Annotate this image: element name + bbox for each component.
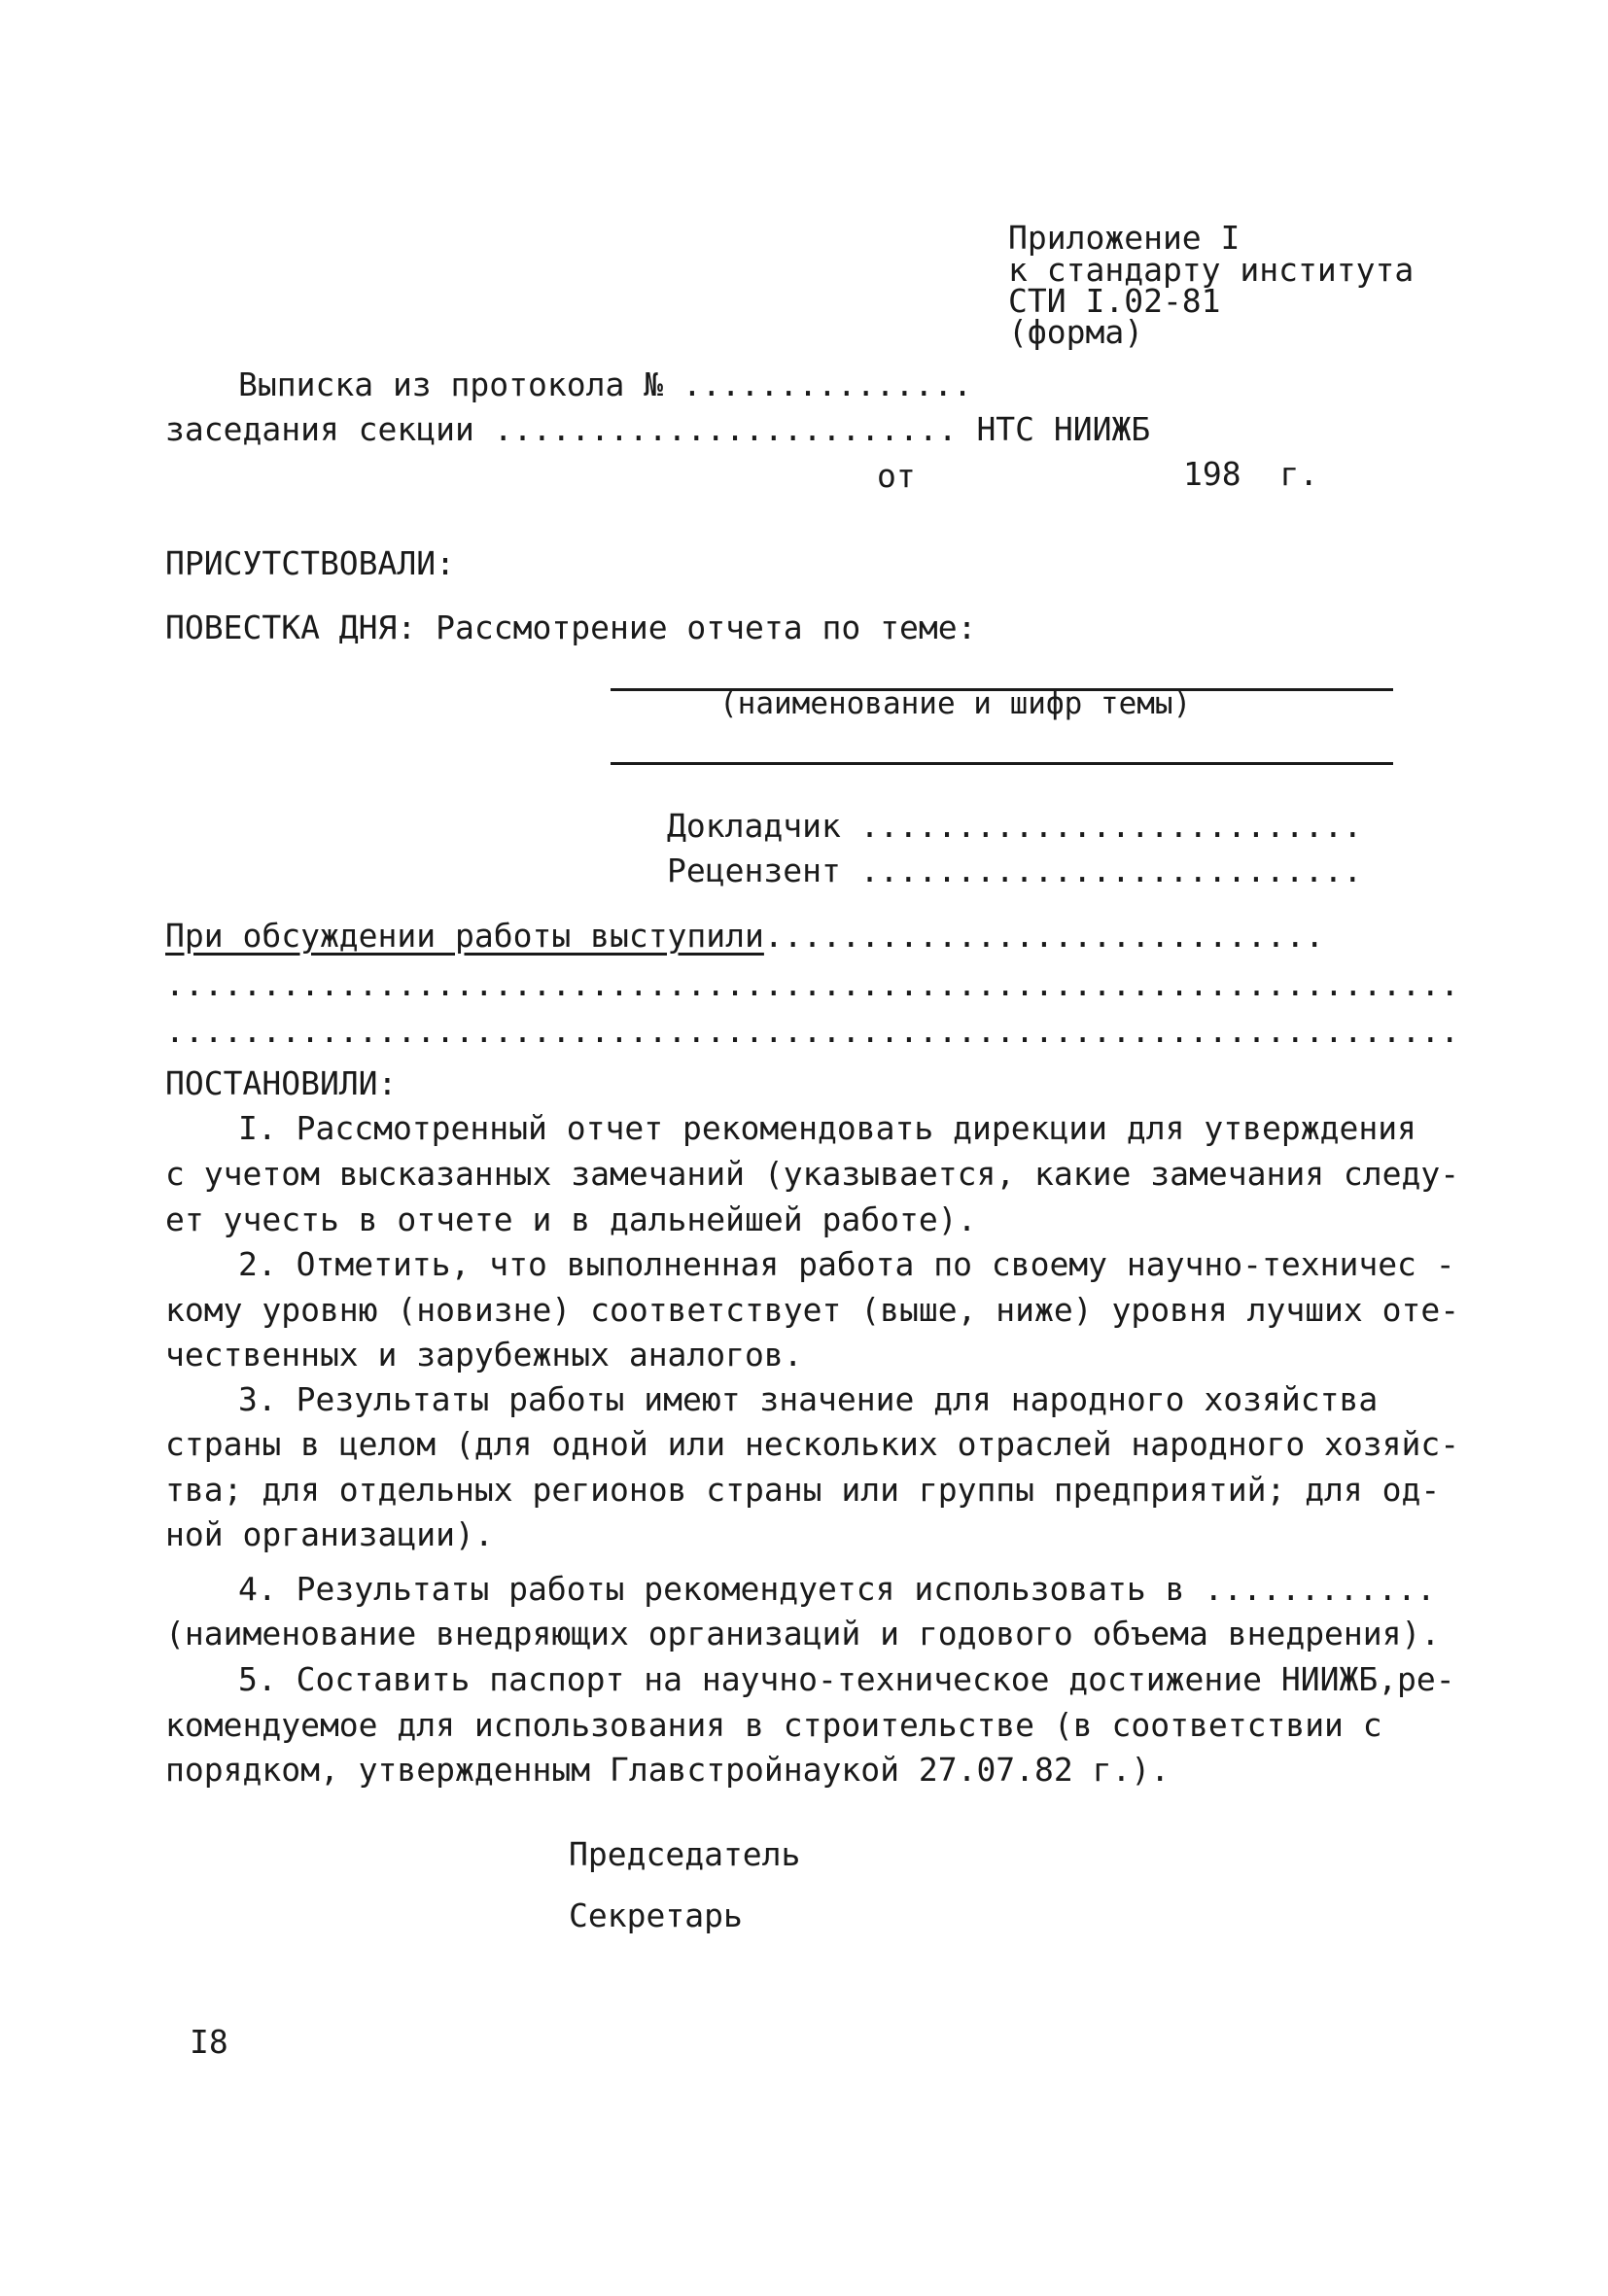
speaker-line: Докладчик ..........................: [667, 807, 1363, 845]
item-5-line: порядком, утвержденным Главстройнаукой 27.07.82 г.).: [165, 1751, 1171, 1789]
discussion-line: [165, 919, 1324, 954]
item-4-line: (наименование внедряющих организаций и годового объема внедрения).: [165, 1615, 1441, 1652]
item-2-line: 2. Отметить, что выполненная работа по своему научно-техничес -: [238, 1245, 1455, 1283]
date-from-label: от: [877, 457, 916, 495]
item-1-line: I. Рассмотренный отчет рекомендовать дирекции для утверждения: [238, 1109, 1416, 1147]
resolved-heading: ПОСТАНОВИЛИ:: [165, 1064, 398, 1102]
item-2-line: кому уровню (новизне) соответствует (выше, ниже) уровня лучших оте-: [165, 1291, 1460, 1329]
appendix-label: Приложение I: [1008, 219, 1241, 257]
item-3-line: страны в целом (для одной или нескольких отраслей народного хозяйс-: [165, 1425, 1460, 1463]
item-1-line: с учетом высказанных замечаний (указывается, какие замечания следу-: [165, 1155, 1460, 1193]
item-2-line: чественных и зарубежных аналогов.: [165, 1336, 803, 1374]
form-label: (форма): [1008, 313, 1144, 351]
item-5-line: комендуемое для использования в строительстве (в соответствии с: [165, 1706, 1382, 1744]
item-3-line: 3. Результаты работы имеют значение для народного хозяйства: [238, 1380, 1379, 1418]
item-3-line: ной организации).: [165, 1515, 494, 1553]
chairman-label: Председатель: [569, 1835, 801, 1873]
reviewer-line: Рецензент ..........................: [667, 852, 1363, 889]
secretary-label: Секретарь: [569, 1896, 743, 1934]
item-4-line: 4. Результаты работы рекомендуется использовать в ............: [238, 1570, 1436, 1608]
discussion-dots: .............................: [763, 917, 1325, 955]
item-3-line: тва; для отдельных регионов страны или группы предприятий; для од-: [165, 1471, 1441, 1509]
discussion-label: При обсуждении работы выступили: [165, 917, 764, 955]
protocol-excerpt-title: Выписка из протокола № ...............: [238, 365, 972, 403]
item-5-line: 5. Составить паспорт на научно-техническое достижение НИИЖБ,ре-: [238, 1660, 1455, 1698]
discussion-blank-line: ...................................................................: [165, 1012, 1460, 1050]
standard-label: к стандарту института: [1008, 251, 1415, 289]
present-heading: ПРИСУТСТВОВАЛИ:: [165, 544, 456, 582]
discussion-blank-line: ...................................................................: [165, 965, 1460, 1003]
topic-caption: (наименование и шифр темы): [719, 686, 1192, 721]
page-number: I8: [190, 2023, 228, 2061]
topic-blank-line-2: [611, 762, 1393, 765]
section-meeting-line: заседания секции ........................ НТС НИИЖБ: [165, 410, 1151, 448]
agenda-line: ПОВЕСТКА ДНЯ: Рассмотрение отчета по теме:: [165, 609, 977, 646]
standard-code: СТИ I.02-81: [1008, 282, 1221, 320]
item-1-line: ет учесть в отчете и в дальнейшей работе).: [165, 1200, 977, 1238]
date-year: 198 г.: [1183, 455, 1319, 493]
